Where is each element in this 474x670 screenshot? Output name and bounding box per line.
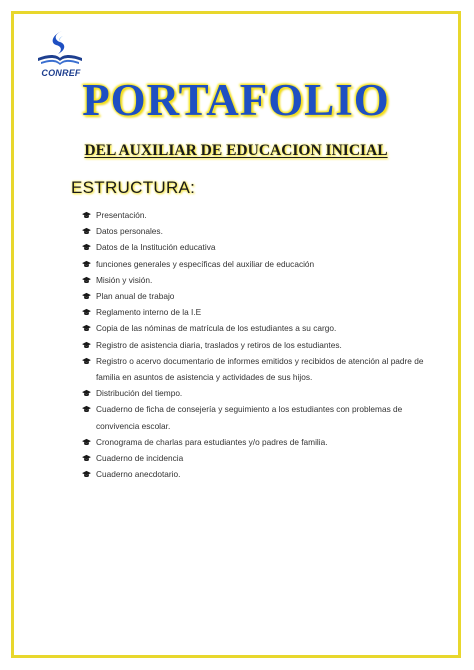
page-title: PORTAFOLIO [82, 75, 390, 125]
list-item-label: Presentación. [96, 210, 147, 220]
list-item [82, 256, 432, 272]
list-item [82, 223, 432, 239]
list-item-label: Registro de asistencia diaria, traslados y retiros de los estudiantes. [96, 339, 342, 350]
list-item [82, 434, 432, 450]
list-item [82, 466, 432, 482]
list-item [82, 239, 432, 255]
mortarboard-icon [82, 292, 91, 300]
structure-list [82, 207, 432, 482]
mortarboard-icon [82, 276, 91, 284]
mortarboard-icon [82, 308, 91, 316]
list-item-label: Cuaderno de ficha de consejería y seguimiento a los estudiantes con problemas de convivencia escolar. [96, 404, 403, 431]
mortarboard-icon [82, 470, 91, 478]
list-item-label: Distribución del tiempo. [96, 388, 183, 399]
list-item [82, 385, 432, 401]
list-item-label: Reglamento interno de la I.E [96, 307, 202, 318]
mortarboard-icon [82, 389, 91, 397]
section-heading: ESTRUCTURA: [71, 178, 196, 197]
mortarboard-icon [82, 324, 91, 332]
mortarboard-icon [82, 243, 91, 251]
list-item [82, 353, 432, 385]
list-item-label: Copia de las nóminas de matrícula de los estudiantes a su cargo. [96, 323, 337, 334]
list-item-label: Datos de la Institución educativa [96, 242, 216, 253]
list-item-label: Plan anual de trabajo [96, 291, 175, 302]
list-item-label: Cuaderno de incidencia [96, 453, 184, 464]
list-item-label: Cuaderno anecdotario. [96, 469, 181, 480]
page-subtitle: DEL AUXILIAR DE EDUCACION INICIAL [84, 142, 388, 159]
mortarboard-icon [82, 438, 91, 446]
logo-emblem-icon [32, 28, 88, 70]
list-item [82, 207, 432, 223]
logo-text: CONREF [41, 68, 81, 78]
list-item [82, 288, 432, 304]
list-item [82, 320, 432, 336]
mortarboard-icon [82, 260, 91, 268]
list-item [82, 401, 432, 433]
list-item [82, 450, 432, 466]
mortarboard-icon [82, 211, 91, 219]
list-item [82, 304, 432, 320]
list-item [82, 272, 432, 288]
list-item-label: funciones generales y específicas del auxiliar de educación [96, 258, 315, 269]
list-item [82, 337, 432, 353]
mortarboard-icon [82, 357, 91, 365]
document-page [11, 11, 461, 658]
mortarboard-icon [82, 405, 91, 413]
mortarboard-icon [82, 227, 91, 235]
list-item-label: Registro o acervo documentario de informes emitidos y recibidos de atención al padre de familia en asuntos de asistencia y actividades de sus hijos. [96, 355, 424, 383]
mortarboard-icon [82, 341, 91, 349]
list-item-label: Cronograma de charlas para estudiantes y/o padres de familia. [96, 436, 328, 447]
mortarboard-icon [82, 454, 91, 462]
list-item-label: Misión y visión. [96, 274, 153, 285]
list-item-label: Datos personales. [96, 226, 163, 237]
